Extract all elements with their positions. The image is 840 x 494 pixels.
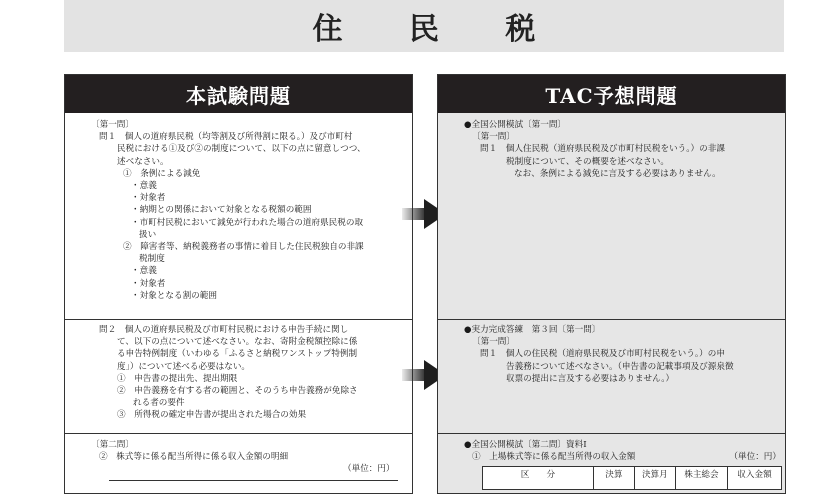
exam-question-2: 問２ 個人の道府県民税及び市町村民税における申告手続に関し て、以下の点について述べなさい。なお、寄附金税額控除に係 る申告特例制度（いわゆる「ふるさと納税ワンストップ特例制 度」）について述べる必要はない。 ① 申告書の提出先、提出期限 ② 申告義務を有する者の範囲と、そのうち申告義務が免除さ れる者の要件 ③ 所得税の確定申告書が提出された場合の効果 — [99, 325, 358, 421]
section-divider — [438, 433, 785, 434]
tac-predictions-column — [437, 74, 786, 494]
dividend-income-table — [482, 466, 782, 490]
unit-label: （単位：円） — [343, 464, 395, 475]
page-title-band — [64, 0, 784, 52]
question-tag: 〔第一問〕 — [472, 132, 515, 143]
table-header-cell: 決算 — [593, 467, 634, 490]
source-label: ●全国公開模試〔第一問〕 — [464, 120, 567, 130]
question-tag: 〔第二問〕 — [91, 440, 134, 450]
exam-questions-header: 本試験問題 — [65, 75, 412, 113]
source-label: ●全国公開模試〔第二問〕資料Ⅰ — [464, 440, 587, 450]
source-label: ●実力完成答練 第３回〔第一問〕 — [464, 325, 601, 335]
question-tag: 〔第一問〕 — [91, 120, 134, 130]
question-tag: 〔第一問〕 — [472, 337, 515, 348]
exam-question-1: 〔第一問〕 問１ 個人の道府県民税（均等割及び所得割に限る。）及び市町村 民税における①及び②の制度について、以下の点に留意しつつ、 述べなさい。 ① 条例による減免 ・意義 ・対象者 ・納期との関係において対象となる税額の範囲 ・市町村民税において減免が行われた場合の道府県民税の取 扱い ② 障害者等、納税義務者の事情に着目した住民税独自の非課 税制度 ・意義 ・対象者 ・対象となる割の範囲 — [65, 119, 412, 302]
table-top-rule — [109, 480, 398, 481]
prediction-3: ●全国公開模試〔第二問〕資料Ⅰ ① 上場株式等に係る配当所得の収入金額 — [438, 439, 785, 463]
section-divider — [438, 319, 785, 320]
page-title: 住 民 税 — [312, 12, 564, 47]
table-header-cell: 株主総会 — [675, 467, 727, 490]
table-row — [483, 467, 782, 490]
prediction-2: ●実力完成答練 第３回〔第一問〕 〔第一問〕 問１ 個人の住民税（道府県民税及び市町村民税をいう。）の申 告義務について述べなさい。（申告書の記載事項及び源泉徴 収票の提出に言及する必要はありません。） — [438, 324, 785, 385]
exam-question-3: 〔第二問〕 ② 株式等に係る配当所得に係る収入金額の明細 （単位：円） — [65, 439, 412, 476]
table-header-cell: 区 分 — [483, 467, 594, 490]
section-divider — [65, 319, 412, 320]
table-header-cell: 収入金額 — [727, 467, 781, 490]
section-divider — [65, 433, 412, 434]
exam-questions-column — [64, 74, 413, 494]
prediction-1: ●全国公開模試〔第一問〕 〔第一問〕 問１ 個人住民税（道府県民税及び市町村民税をいう。）の非課 税制度について、その概要を述べなさい。 なお、条例による減免に言及する必要はありません。 — [438, 119, 785, 180]
unit-label: （単位：円） — [729, 452, 781, 462]
tac-predictions-header: TAC予想問題 — [438, 75, 785, 113]
table-header-cell: 決算月 — [634, 467, 675, 490]
